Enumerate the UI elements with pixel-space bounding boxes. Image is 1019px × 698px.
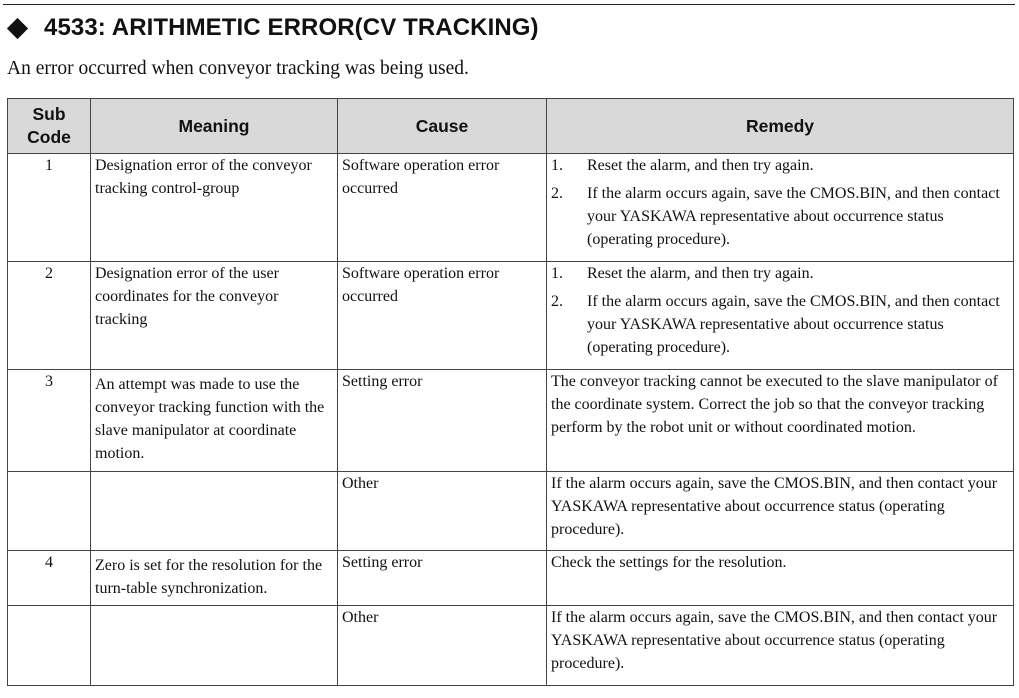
subcode-cell: 1: [8, 154, 91, 262]
meaning-cell: Designation error of the user coordinates for the conveyor tracking: [91, 262, 338, 370]
error-table: [7, 98, 1014, 686]
remedy-steps: [551, 154, 1009, 251]
meaning-cell: [91, 472, 338, 551]
remedy-cell: [547, 262, 1014, 370]
table-row: [8, 551, 1014, 606]
remedy-step: [551, 262, 1009, 285]
table-row: [8, 262, 1014, 370]
cause-cell: Software operation error occurred: [338, 154, 547, 262]
subcode-cell: [8, 472, 91, 551]
step-text: If the alarm occurs again, save the CMOS.BIN, and then contact your YASKAWA representative about occurrence status (operating procedure).: [587, 293, 1000, 356]
step-text: Reset the alarm, and then try again.: [587, 265, 814, 282]
subcode-cell: 4: [8, 551, 91, 606]
subcode-cell: [8, 606, 91, 686]
step-text: If the alarm occurs again, save the CMOS.BIN, and then contact your YASKAWA representative about occurrence status (operating procedure).: [587, 185, 1000, 248]
remedy-step: [551, 290, 1009, 359]
meaning-cell: Designation error of the conveyor tracking control-group: [91, 154, 338, 262]
remedy-step: [551, 154, 1009, 177]
step-text: Reset the alarm, and then try again.: [587, 157, 814, 174]
remedy-cell: [547, 154, 1014, 262]
meaning-cell: [91, 606, 338, 686]
section-title: 4533: ARITHMETIC ERROR(CV TRACKING): [44, 14, 539, 41]
remedy-cell: Check the settings for the resolution.: [547, 551, 1014, 606]
table-row: [8, 154, 1014, 262]
diamond-icon: [7, 17, 28, 38]
meaning-cell: An attempt was made to use the conveyor tracking function with the slave manipulator at coordinate motion.: [91, 370, 338, 472]
remedy-cell: If the alarm occurs again, save the CMOS.BIN, and then contact your YASKAWA representative about occurrence status (operating procedure).: [547, 606, 1014, 686]
header-subcode: Sub Code: [8, 99, 91, 154]
table-row: [8, 472, 1014, 551]
subcode-cell: 2: [8, 262, 91, 370]
header-cause: Cause: [338, 99, 547, 154]
subcode-cell: 3: [8, 370, 91, 472]
step-number: 1.: [551, 157, 563, 174]
meaning-cell: Zero is set for the resolution for the turn-table synchronization.: [91, 551, 338, 606]
header-row: [8, 99, 1014, 154]
cause-cell: Other: [338, 606, 547, 686]
remedy-step: [551, 182, 1009, 251]
table-row: [8, 606, 1014, 686]
table-row: [8, 370, 1014, 472]
remedy-steps: [551, 262, 1009, 359]
cause-cell: Software operation error occurred: [338, 262, 547, 370]
cause-cell: Other: [338, 472, 547, 551]
intro-text: An error occurred when conveyor tracking was being used.: [7, 58, 469, 79]
section-heading: [6, 12, 539, 44]
header-meaning: Meaning: [91, 99, 338, 154]
step-number: 1.: [551, 265, 563, 282]
cause-cell: Setting error: [338, 370, 547, 472]
cause-cell: Setting error: [338, 551, 547, 606]
step-number: 2.: [551, 293, 563, 310]
header-remedy: Remedy: [547, 99, 1014, 154]
step-number: 2.: [551, 185, 563, 202]
remedy-cell: If the alarm occurs again, save the CMOS.BIN, and then contact your YASKAWA representative about occurrence status (operating procedure).: [547, 472, 1014, 551]
top-rule: [3, 4, 1015, 5]
remedy-cell: The conveyor tracking cannot be executed to the slave manipulator of the coordinate system. Correct the job so that the conveyor tracking perform by the robot unit or without coordinated motion.: [547, 370, 1014, 472]
